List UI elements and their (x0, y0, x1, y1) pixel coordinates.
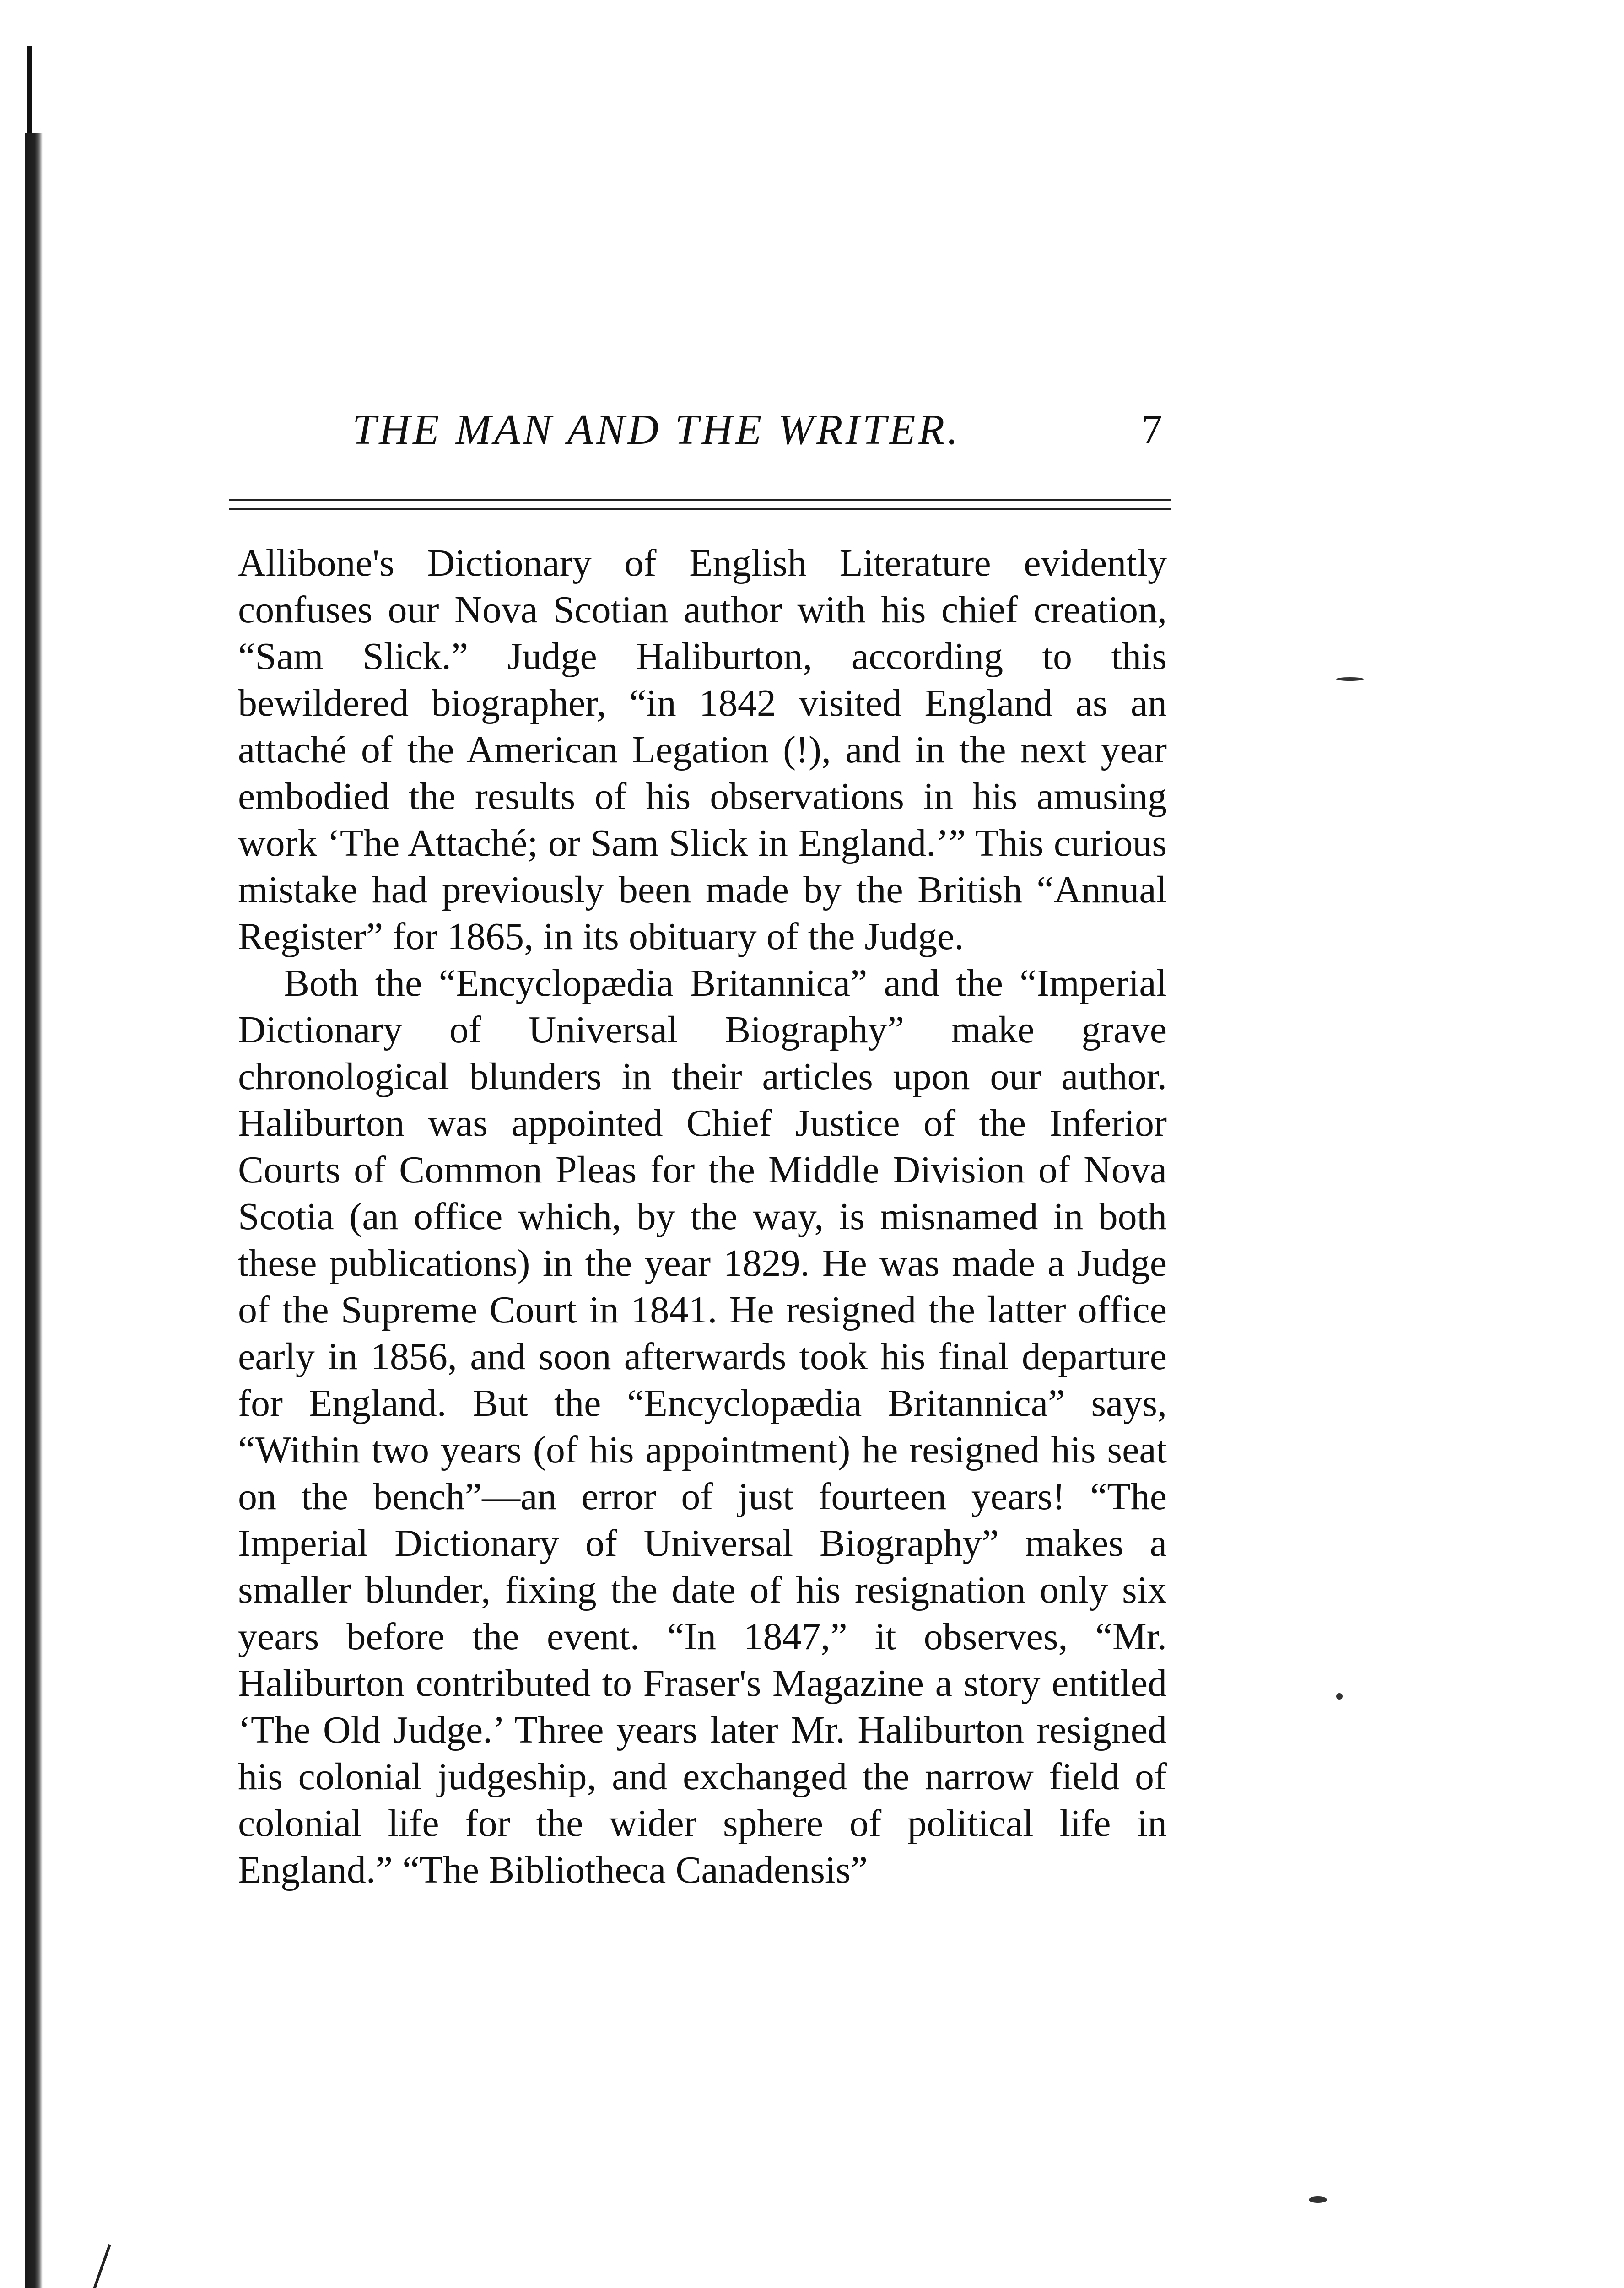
paper-speck (1336, 1693, 1343, 1700)
pen-mark-decoration (59, 2242, 114, 2288)
paper-speck (1309, 2196, 1327, 2203)
body-text (238, 540, 1167, 1894)
page-binding-edge (25, 133, 43, 2288)
paragraph-1: Allibone's Dictionary of English Literature evidently confuses our Nova Scotian author with his chief creation, “Sam Slick.” Judge Haliburton, according to this bewildered biographer, “in 1842 visited England as an attaché of the American Legation (!), and in the next year embodied the results of his observations in his amusing work ‘The Attaché; or Sam Slick in England.’” This curious mistake had previously been made by the British “Annual Register” for 1865, in its obituary of the Judge. (238, 542, 1167, 958)
paragraph-2: Both the “Encyclopædia Britannica” and the “Imperial Dictionary of Universal Biography” make grave chronological blunders in their articles upon our author. Haliburton was appointed Chief Justice of the Inferior Courts of Common Pleas for the Middle Division of Nova Scotia (an office which, by the way, is misnamed in both these publications) in the year 1829. He was made a Judge of the Supreme Court in 1841. He resigned the latter office early in 1856, and soon afterwards took his final departure for England. But the “Encyclopædia Britannica” says, “Within two years (of his appointment) he resigned his seat on the bench”—an error of just fourteen years! “The Imperial Dictionary of Universal Biography” makes a smaller blunder, fixing the date of his resignation only six years before the event. “In 1847,” it observes, “Mr. Haliburton contributed to Fraser's Magazine a story entitled ‘The Old Judge.’ Three years later Mr. Haliburton resigned his colonial judgeship, and exchanged the narrow field of colonial life for the wider sphere of political life in England.” “The Bibliotheca Canadensis” (238, 962, 1167, 1891)
page-number: 7 (1141, 406, 1162, 453)
running-title: THE MAN AND THE WRITER. (352, 406, 961, 453)
header-rule-bottom (229, 508, 1171, 510)
running-head (352, 405, 1162, 469)
header-rule-top (229, 499, 1171, 501)
paper-speck (1336, 677, 1364, 681)
